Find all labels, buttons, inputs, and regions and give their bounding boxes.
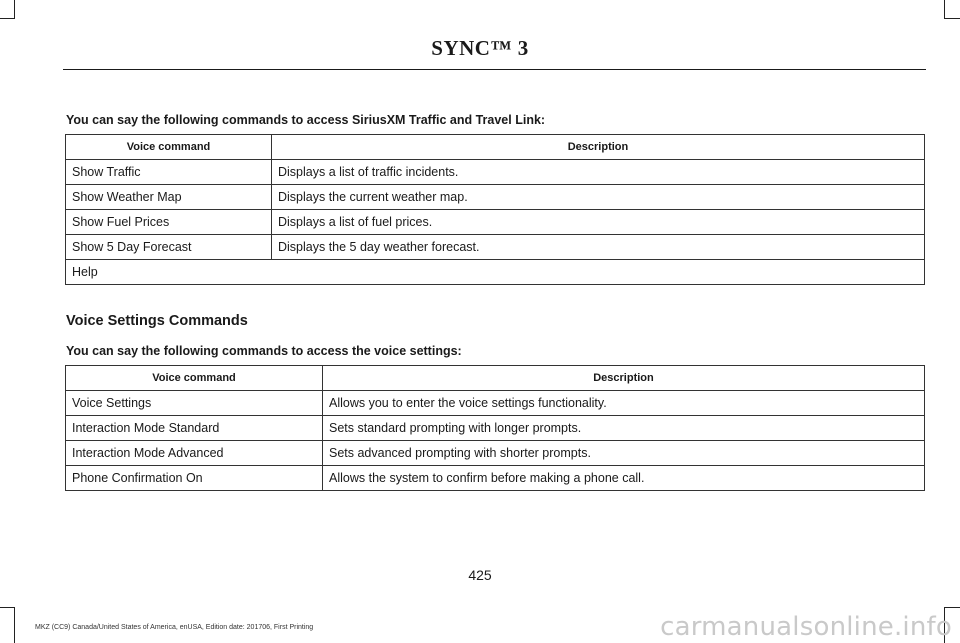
table-row <box>66 160 925 185</box>
command-cell: Show Fuel Prices <box>66 210 272 235</box>
command-cell: Show Traffic <box>66 160 272 185</box>
crop-mark-bottom-right-h <box>944 607 960 608</box>
column-header-voice-command: Voice command <box>66 366 323 391</box>
description-cell: Sets advanced prompting with shorter prompts. <box>323 441 925 466</box>
description-cell: Displays the current weather map. <box>272 185 925 210</box>
column-header-voice-command: Voice command <box>66 135 272 160</box>
edition-footer: MKZ (CC9) Canada/United States of America, enUSA, Edition date: 201706, First Printing <box>35 624 314 631</box>
description-cell: Sets standard prompting with longer prompts. <box>323 416 925 441</box>
table-row <box>66 185 925 210</box>
crop-mark-top-left-v <box>14 0 15 18</box>
table-row <box>66 235 925 260</box>
description-cell: Displays a list of traffic incidents. <box>272 160 925 185</box>
section1-intro: You can say the following commands to access SiriusXM Traffic and Travel Link: <box>66 113 546 127</box>
table-row <box>66 441 925 466</box>
crop-mark-top-left-h <box>0 18 15 19</box>
column-header-description: Description <box>323 366 925 391</box>
crop-mark-bottom-left-v <box>14 607 15 643</box>
section2-intro: You can say the following commands to access the voice settings: <box>66 344 462 358</box>
table-row <box>66 391 925 416</box>
table-row <box>66 210 925 235</box>
command-cell-full-width: Help <box>66 260 925 285</box>
header-rule <box>63 69 926 70</box>
command-cell: Interaction Mode Standard <box>66 416 323 441</box>
section-heading: Voice Settings Commands <box>66 313 248 329</box>
command-cell: Show Weather Map <box>66 185 272 210</box>
crop-mark-top-right-v <box>944 0 945 18</box>
watermark-text: carmanualsonline.info <box>660 612 952 642</box>
table-row <box>66 416 925 441</box>
command-cell: Phone Confirmation On <box>66 466 323 491</box>
command-cell: Voice Settings <box>66 391 323 416</box>
page-number: 425 <box>468 567 492 583</box>
column-header-description: Description <box>272 135 925 160</box>
voice-settings-commands-table <box>65 365 925 491</box>
traffic-commands-table <box>65 134 925 285</box>
table-header-row <box>66 366 925 391</box>
command-cell: Interaction Mode Advanced <box>66 441 323 466</box>
page-header-title: SYNC™ 3 <box>431 36 529 60</box>
description-cell: Allows you to enter the voice settings functionality. <box>323 391 925 416</box>
crop-mark-bottom-left-h <box>0 607 15 608</box>
crop-mark-top-right-h <box>944 18 960 19</box>
description-cell: Allows the system to confirm before making a phone call. <box>323 466 925 491</box>
description-cell: Displays the 5 day weather forecast. <box>272 235 925 260</box>
table-row <box>66 260 925 285</box>
command-cell: Show 5 Day Forecast <box>66 235 272 260</box>
table-row <box>66 466 925 491</box>
description-cell: Displays a list of fuel prices. <box>272 210 925 235</box>
table-header-row <box>66 135 925 160</box>
